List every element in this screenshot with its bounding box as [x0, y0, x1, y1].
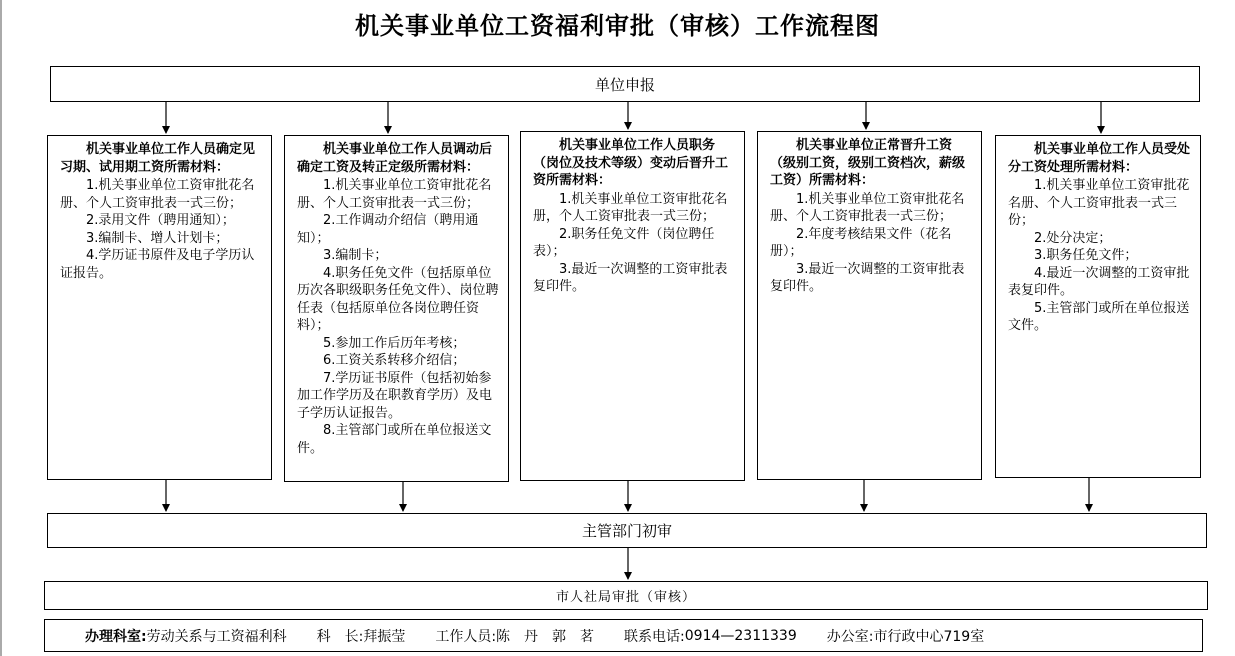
materials-item: 8.主管部门或所在单位报送文件。 [297, 423, 492, 456]
materials-heading: 机关事业单位工作人员确定见习期、试用期工资所需材料： [60, 142, 256, 175]
materials-item: 1.机关事业单位工资审批花名册、个人工资审批表一式三份； [770, 191, 965, 224]
materials-heading: 机关事业单位工作人员受处分工资处理所需材料： [1008, 142, 1191, 175]
materials-item: 6.工资关系转移介绍信； [323, 353, 466, 368]
materials-item: 2.职务任免文件（岗位聘任表）； [533, 226, 715, 259]
preliminary-review-label: 主管部门初审 [581, 522, 672, 540]
final-approval-label: 市人社局审批（审核） [555, 590, 696, 605]
unit-declaration-label: 单位申报 [594, 75, 655, 94]
materials-item: 3.编制卡、增人计划卡； [86, 230, 229, 246]
materials-item: 1.机关事业单位工资审批花名册，个人工资审批表一式三份； [533, 191, 728, 224]
office-label: 办理科室: [85, 628, 147, 645]
materials-item: 5.参加工作后历年考核； [323, 335, 466, 351]
materials-heading: 机关事业单位正常晋升工资（级别工资，级别工资档次，薪级工资）所需材料： [770, 138, 966, 188]
materials-item: 1.机关事业单位工资审批花名册、个人工资审批表一式三份； [60, 178, 255, 211]
materials-item: 3.最近一次调整的工资审批表复印件。 [770, 261, 965, 294]
materials-item: 2.工作调动介绍信（聘用通知）； [297, 213, 479, 246]
room-label: 办公室: [826, 628, 874, 645]
materials-heading: 机关事业单位工作人员调动后确定工资及转正定级所需材料： [297, 142, 493, 175]
materials-item: 4.职务任免文件（包括原单位历次各职级职务任免文件）、岗位聘任表（包括原单位各岗位聘任资料）； [297, 265, 499, 333]
office-value: 劳动关系与工资福利科 [146, 628, 287, 645]
materials-item: 4.最近一次调整的工资审批表复印件。 [1008, 265, 1190, 298]
chief-label: 科 长: [316, 628, 364, 645]
materials-item: 2.录用文件（聘用通知）； [86, 213, 235, 228]
page-title: 机关事业单位工资福利审批（审核）工作流程图 [355, 12, 880, 40]
phone-label: 联系电话: [624, 628, 685, 645]
materials-item: 3.职务任免文件； [1034, 248, 1138, 263]
materials-item: 5.主管部门或所在单位报送文件。 [1008, 300, 1190, 333]
materials-heading: 机关事业单位工作人员职务（岗位及技术等级）变动后晋升工资所需材料： [533, 138, 729, 188]
materials-item: 2.年度考核结果文件（花名册）； [770, 226, 952, 259]
materials-item: 7.学历证书原件（包括初始参加工作学历及在职教育学历）及电子学历认证报告。 [297, 370, 493, 421]
materials-item: 1.机关事业单位工资审批花名册、个人工资审批表一式三份； [297, 178, 492, 211]
phone-value: 0914—2311339 [684, 627, 797, 644]
materials-item: 1.机关事业单位工资审批花名册、个人工资审批表一式三份； [1008, 178, 1190, 228]
room-value: 市行政中心719室 [873, 628, 985, 645]
staff-label: 工作人员: [435, 628, 497, 645]
materials-item: 3.最近一次调整的工资审批表复印件。 [533, 261, 728, 294]
materials-item: 2.处分决定； [1034, 230, 1112, 246]
materials-item: 3.编制卡； [323, 248, 388, 263]
chief-value: 拜振莹 [363, 628, 406, 645]
staff-value: 陈 丹 郭 茗 [496, 628, 595, 645]
materials-item: 4.学历证书原件及电子学历认证报告。 [60, 248, 255, 281]
